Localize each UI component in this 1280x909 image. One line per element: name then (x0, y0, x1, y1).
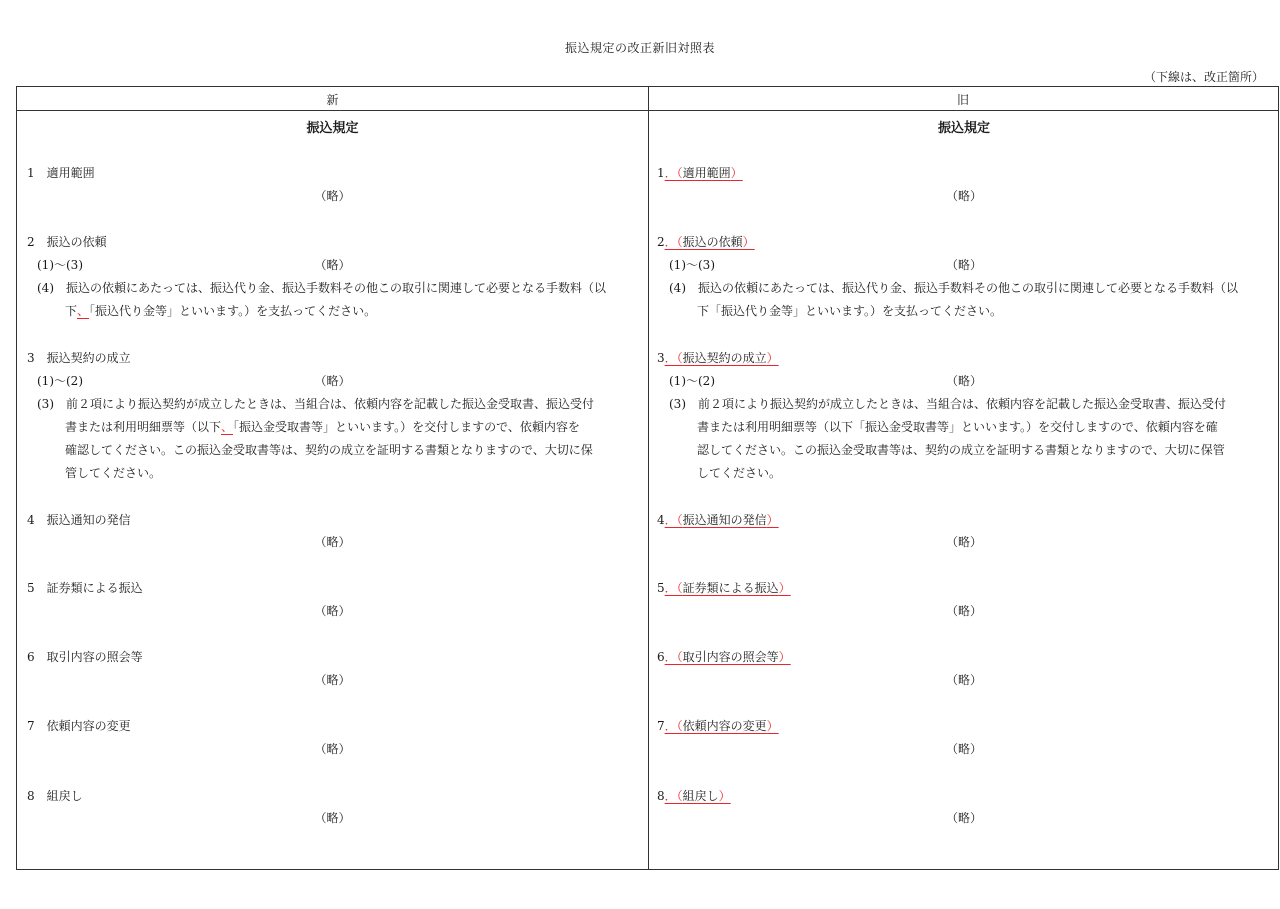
old-section-4-body: （略） (945, 535, 982, 549)
old-s2-mark: ．（ (664, 235, 683, 249)
new-section-2: 2 振込の依頼 (27, 235, 107, 249)
old-s3-label: 振込契約の成立 (682, 351, 767, 365)
new-s2-l2-text-a: 下 (65, 304, 78, 318)
new-section-6-body: （略） (314, 673, 351, 687)
new-section-2-item4-line2 (65, 302, 376, 319)
old-s6-mark: ．（ (664, 650, 683, 664)
new-rules-title: 振込規定 (306, 121, 359, 136)
old-section-4 (657, 511, 779, 528)
old-s4-close: ） (766, 513, 779, 527)
old-s7-label: 依頼内容の変更 (682, 719, 767, 733)
new-section-7-body: （略） (314, 742, 351, 756)
old-section-2 (657, 233, 755, 250)
old-section-8 (657, 787, 731, 804)
new-section-2-items-body: （略） (314, 258, 351, 272)
old-section-2-item4-line2: 下「振込代り金等」といいます。）を支払ってください。 (697, 304, 1003, 318)
document-title: 振込規定の改正新旧対照表 (564, 41, 715, 55)
old-rules-title: 振込規定 (937, 121, 990, 136)
old-s2-close: ） (742, 235, 755, 249)
new-s2-l2-text-c: 「振込代り金等」といいます。）を支払ってください。 (89, 304, 377, 318)
old-section-2-items-body: （略） (945, 258, 982, 272)
new-section-1: 1 適用範囲 (27, 166, 95, 180)
old-s6-close: ） (778, 650, 791, 664)
header-old: 旧 (956, 93, 969, 107)
old-section-6 (657, 648, 791, 665)
column-new (17, 111, 648, 869)
old-s3-num: 3 (657, 351, 665, 365)
old-s4-label: 振込通知の発信 (682, 513, 767, 527)
old-s3-mark: ．（ (664, 351, 683, 365)
new-section-3-item3-line4: 管してください。 (65, 466, 162, 480)
revision-note: （下線は、改正箇所） (1143, 70, 1264, 84)
old-s1-close: ） (730, 166, 743, 180)
old-section-1-body: （略） (945, 189, 982, 203)
new-s3-revision-comma: 、 (221, 420, 234, 434)
old-s6-num: 6 (657, 650, 665, 664)
old-section-7-body: （略） (945, 742, 982, 756)
old-s5-num: 5 (657, 581, 665, 595)
old-s8-label: 組戻し (682, 789, 719, 803)
old-s3-close: ） (766, 351, 779, 365)
comparison-table (16, 86, 1279, 870)
old-s8-mark: ．（ (664, 789, 683, 803)
new-section-1-body: （略） (314, 189, 351, 203)
old-s2-num: 2 (657, 235, 665, 249)
new-section-4-body: （略） (314, 535, 351, 549)
old-section-3-items-body: （略） (945, 374, 982, 388)
old-section-6-body: （略） (945, 673, 982, 687)
new-section-5: 5 証券類による振込 (27, 581, 143, 595)
old-section-3 (657, 349, 779, 366)
header-new: 新 (326, 93, 339, 107)
old-section-1 (657, 164, 743, 181)
new-section-8: 8 組戻し (27, 789, 83, 803)
new-section-7: 7 依頼内容の変更 (27, 719, 131, 733)
new-section-8-body: （略） (314, 811, 351, 825)
old-section-3-items: (1)～(2) (669, 374, 715, 388)
old-s7-mark: ．（ (664, 719, 683, 733)
old-section-3-item3-line3: 認してください。この振込金受取書等は、契約の成立を証明する書類となりますので、大切に保管 (697, 443, 1225, 457)
new-section-3-items-body: （略） (314, 374, 351, 388)
new-s2-revision-comma: 、 (77, 304, 90, 318)
old-s2-label: 振込の依頼 (682, 235, 743, 249)
new-section-3-item3-line1: (3) 前２項により振込契約が成立したときは、当組合は、依頼内容を記載した振込金受取書、振込受付 (37, 397, 595, 411)
old-s1-label: 適用範囲 (682, 166, 731, 180)
old-s7-num: 7 (657, 719, 665, 733)
new-section-4: 4 振込通知の発信 (27, 513, 131, 527)
new-section-3-item3-line3: 確認してください。この振込金受取書等は、契約の成立を証明する書類となりますので、大切に保 (65, 443, 593, 457)
old-s7-close: ） (766, 719, 779, 733)
column-old (649, 111, 1279, 869)
old-s5-label: 証券類による振込 (682, 581, 779, 595)
old-s5-close: ） (778, 581, 791, 595)
old-section-7 (657, 717, 779, 734)
old-section-2-items: (1)～(3) (669, 258, 715, 272)
new-section-2-items: (1)～(3) (37, 258, 83, 272)
new-section-3-items: (1)～(2) (37, 374, 83, 388)
old-s1-num: 1 (657, 166, 665, 180)
old-section-3-item3-line2: 書または利用明細票等（以下「振込金受取書等」といいます。）を交付しますので、依頼内容を確 (697, 420, 1218, 434)
old-s8-num: 8 (657, 789, 665, 803)
old-section-5 (657, 579, 791, 596)
old-section-2-item4-line1: (4) 振込の依頼にあたっては、振込代り金、振込手数料その他この取引に関連して必要となる手数料（以 (669, 281, 1239, 295)
new-s3-l2-text-a: 書または利用明細票等（以下 (65, 420, 222, 434)
old-s4-num: 4 (657, 513, 665, 527)
old-s6-label: 取引内容の照会等 (682, 650, 779, 664)
old-section-5-body: （略） (945, 604, 982, 618)
new-section-6: 6 取引内容の照会等 (27, 650, 143, 664)
new-section-2-item4-line1: (4) 振込の依頼にあたっては、振込代り金、振込手数料その他この取引に関連して必要となる手数料（以 (37, 281, 607, 295)
new-section-5-body: （略） (314, 604, 351, 618)
new-section-3: 3 振込契約の成立 (27, 351, 131, 365)
new-section-3-item3-line2 (65, 418, 580, 435)
old-s4-mark: ．（ (664, 513, 683, 527)
old-s5-mark: ．（ (664, 581, 683, 595)
old-section-8-body: （略） (945, 811, 982, 825)
old-section-3-item3-line1: (3) 前２項により振込契約が成立したときは、当組合は、依頼内容を記載した振込金受取書、振込受付 (669, 397, 1227, 411)
old-s8-close: ） (718, 789, 731, 803)
old-section-3-item3-line4: してください。 (697, 466, 782, 480)
new-s3-l2-text-c: 「振込金受取書等」といいます。）を交付しますので、依頼内容を (233, 420, 580, 434)
old-s1-mark: ．（ (664, 166, 683, 180)
